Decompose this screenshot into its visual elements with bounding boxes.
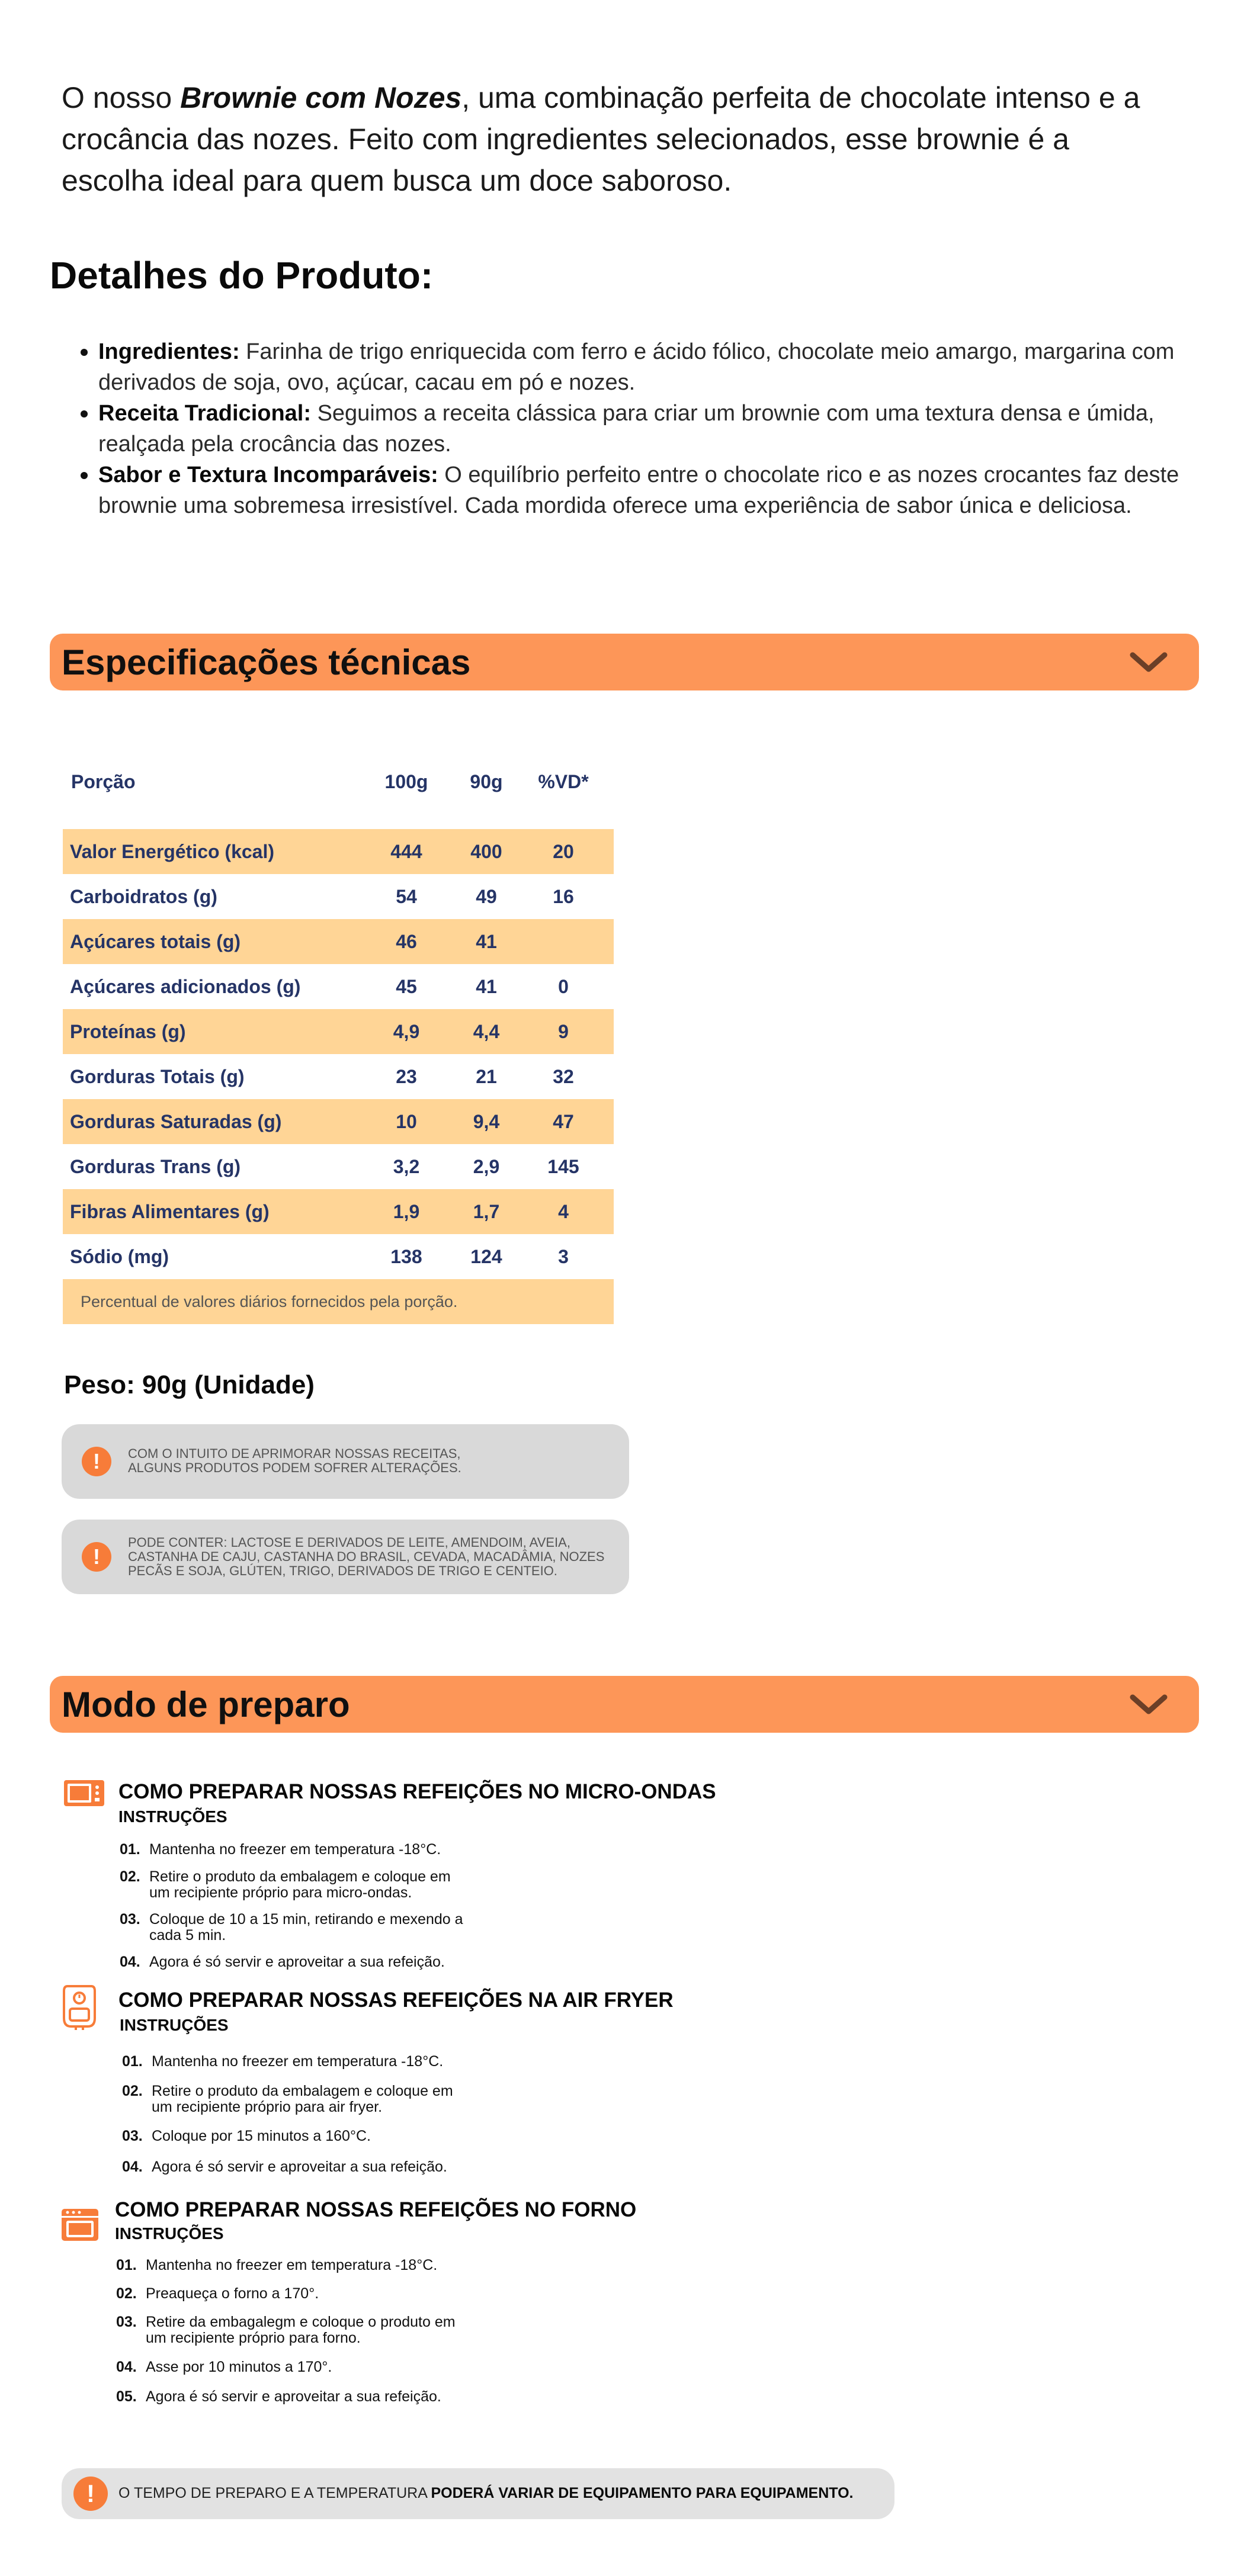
table-cell: 1,7 [473, 1200, 500, 1222]
allergen-notice: ! PODE CONTER: LACTOSE E DERIVADOS DE LEITE, AMENDOIM, AVEIA, CASTANHA DE CAJU, CASTANHA DO BRASIL, CEVADA, MACADÂMIA, NOZES PECÃS E SOJA, GLÚTEN, TRIGO, DERIVADOS DE TRIGO E CENTEIO. [62, 1520, 629, 1594]
header-cell: 100g [384, 770, 428, 792]
table-cell: 49 [476, 885, 497, 907]
header-cell: Porção [71, 770, 136, 792]
intro-paragraph [62, 77, 1175, 201]
details-heading: Detalhes do Produto: [50, 254, 434, 297]
table-cell: 9 [558, 1020, 569, 1042]
header-cell: %VD* [538, 770, 589, 792]
chevron-down-icon[interactable] [1129, 650, 1168, 674]
table-cell: Gorduras Totais (g) [70, 1065, 245, 1087]
table-cell: 444 [390, 840, 422, 862]
table-row [63, 1189, 614, 1234]
table-row [63, 1234, 614, 1279]
table-cell: 0 [558, 975, 569, 997]
recipe-change-notice: ! COM O INTUITO DE APRIMORAR NOSSAS RECEITAS, ALGUNS PRODUTOS PODEM SOFRER ALTERAÇÕES. [62, 1424, 629, 1499]
air-fryer-title: COMO PREPARAR NOSSAS REFEIÇÕES NA AIR FRYER [118, 1989, 674, 2012]
microwave-title: COMO PREPARAR NOSSAS REFEIÇÕES NO MICRO-ONDAS [118, 1780, 716, 1803]
table-cell: 3,2 [393, 1155, 420, 1177]
chevron-down-icon[interactable] [1129, 1692, 1168, 1716]
table-cell: Proteínas (g) [70, 1020, 186, 1042]
table-cell: 4 [558, 1200, 569, 1222]
instructions-label: INSTRUÇÕES [120, 2016, 229, 2034]
specs-heading: Especificações técnicas [62, 643, 471, 682]
table-cell: 4,4 [473, 1020, 500, 1042]
table-row [63, 1054, 614, 1099]
specs-accordion-header[interactable] [50, 634, 1199, 690]
table-cell: Sódio (mg) [70, 1245, 169, 1267]
table-cell: 45 [396, 975, 417, 997]
microwave-icon [63, 1779, 105, 1807]
table-cell: 20 [553, 840, 574, 862]
table-cell: 400 [470, 840, 502, 862]
table-cell: 16 [553, 885, 574, 907]
table-cell: Carboidratos (g) [70, 885, 217, 907]
warning-icon: ! [73, 2477, 108, 2511]
table-cell: 41 [476, 930, 497, 952]
details-list [98, 336, 1182, 521]
table-cell: 21 [476, 1065, 497, 1087]
instructions-label: INSTRUÇÕES [115, 2224, 224, 2243]
instructions-label: INSTRUÇÕES [118, 1807, 227, 1826]
table-cell: 10 [396, 1110, 417, 1132]
table-cell: Açúcares totais (g) [70, 930, 241, 952]
table-row [63, 964, 614, 1009]
table-cell: 54 [396, 885, 417, 907]
table-cell: 9,4 [473, 1110, 500, 1132]
prep-heading: Modo de preparo [62, 1685, 350, 1724]
product-weight: Peso: 90g (Unidade) [64, 1370, 315, 1399]
table-cell: Fibras Alimentares (g) [70, 1200, 270, 1222]
table-cell: Valor Energético (kcal) [70, 840, 275, 862]
prep-variation-notice: ! O TEMPO DE PREPARO E A TEMPERATURA PODERÁ VARIAR DE EQUIPAMENTO PARA EQUIPAMENTO. [62, 2468, 894, 2519]
table-cell: 4,9 [393, 1020, 420, 1042]
table-cell: 41 [476, 975, 497, 997]
table-cell: 2,9 [473, 1155, 500, 1177]
table-cell: 46 [396, 930, 417, 952]
table-cell: 47 [553, 1110, 574, 1132]
table-row [63, 829, 614, 874]
table-row [63, 1099, 614, 1144]
prep-accordion-header[interactable] [50, 1676, 1199, 1733]
header-cell: 90g [470, 770, 503, 792]
table-cell: 124 [470, 1245, 502, 1267]
table-cell: 1,9 [393, 1200, 420, 1222]
oven-title: COMO PREPARAR NOSSAS REFEIÇÕES NO FORNO [115, 2198, 637, 2221]
table-row [63, 874, 614, 919]
warning-icon: ! [82, 1447, 111, 1476]
intro-prefix: O nosso [62, 81, 181, 114]
table-cell: 3 [558, 1245, 569, 1267]
table-cell: Gorduras Saturadas (g) [70, 1110, 282, 1132]
nutrition-footnote: Percentual de valores diários fornecidos pela porção. [63, 1279, 614, 1324]
details-item: Ingredientes: Farinha de trigo enriquecida com ferro e ácido fólico, chocolate meio amargo, margarina com derivados de soja, ovo, açúcar, cacau em pó e nozes. [98, 336, 1182, 398]
air-fryer-icon [62, 1983, 97, 2030]
table-cell: 23 [396, 1065, 417, 1087]
oven-icon [60, 2208, 100, 2242]
nutrition-table-header [63, 764, 614, 799]
table-cell: Açúcares adicionados (g) [70, 975, 301, 997]
table-row [63, 1009, 614, 1054]
table-cell: Gorduras Trans (g) [70, 1155, 241, 1177]
warning-icon: ! [82, 1542, 111, 1572]
details-item: Sabor e Textura Incomparáveis: O equilíbrio perfeito entre o chocolate rico e as nozes crocantes faz deste brownie uma sobremesa irresistível. Cada mordida oferece uma experiência de sabor única e deliciosa. [98, 460, 1182, 521]
table-cell: 138 [390, 1245, 422, 1267]
table-cell [531, 919, 596, 964]
table-cell: 32 [553, 1065, 574, 1087]
table-row [63, 919, 614, 964]
table-row [63, 1144, 614, 1189]
table-cell: 145 [547, 1155, 579, 1177]
details-item: Receita Tradicional: Seguimos a receita clássica para criar um brownie com uma textura densa e úmida, realçada pela crocância das nozes. [98, 398, 1182, 460]
product-name: Brownie com Nozes [180, 81, 462, 114]
intro-suffix: , uma combinação perfeita de chocolate intenso e a crocância das nozes. Feito com ingredientes selecionados, esse brownie é a escolha ideal para quem busca um doce saboroso. [62, 81, 1140, 197]
